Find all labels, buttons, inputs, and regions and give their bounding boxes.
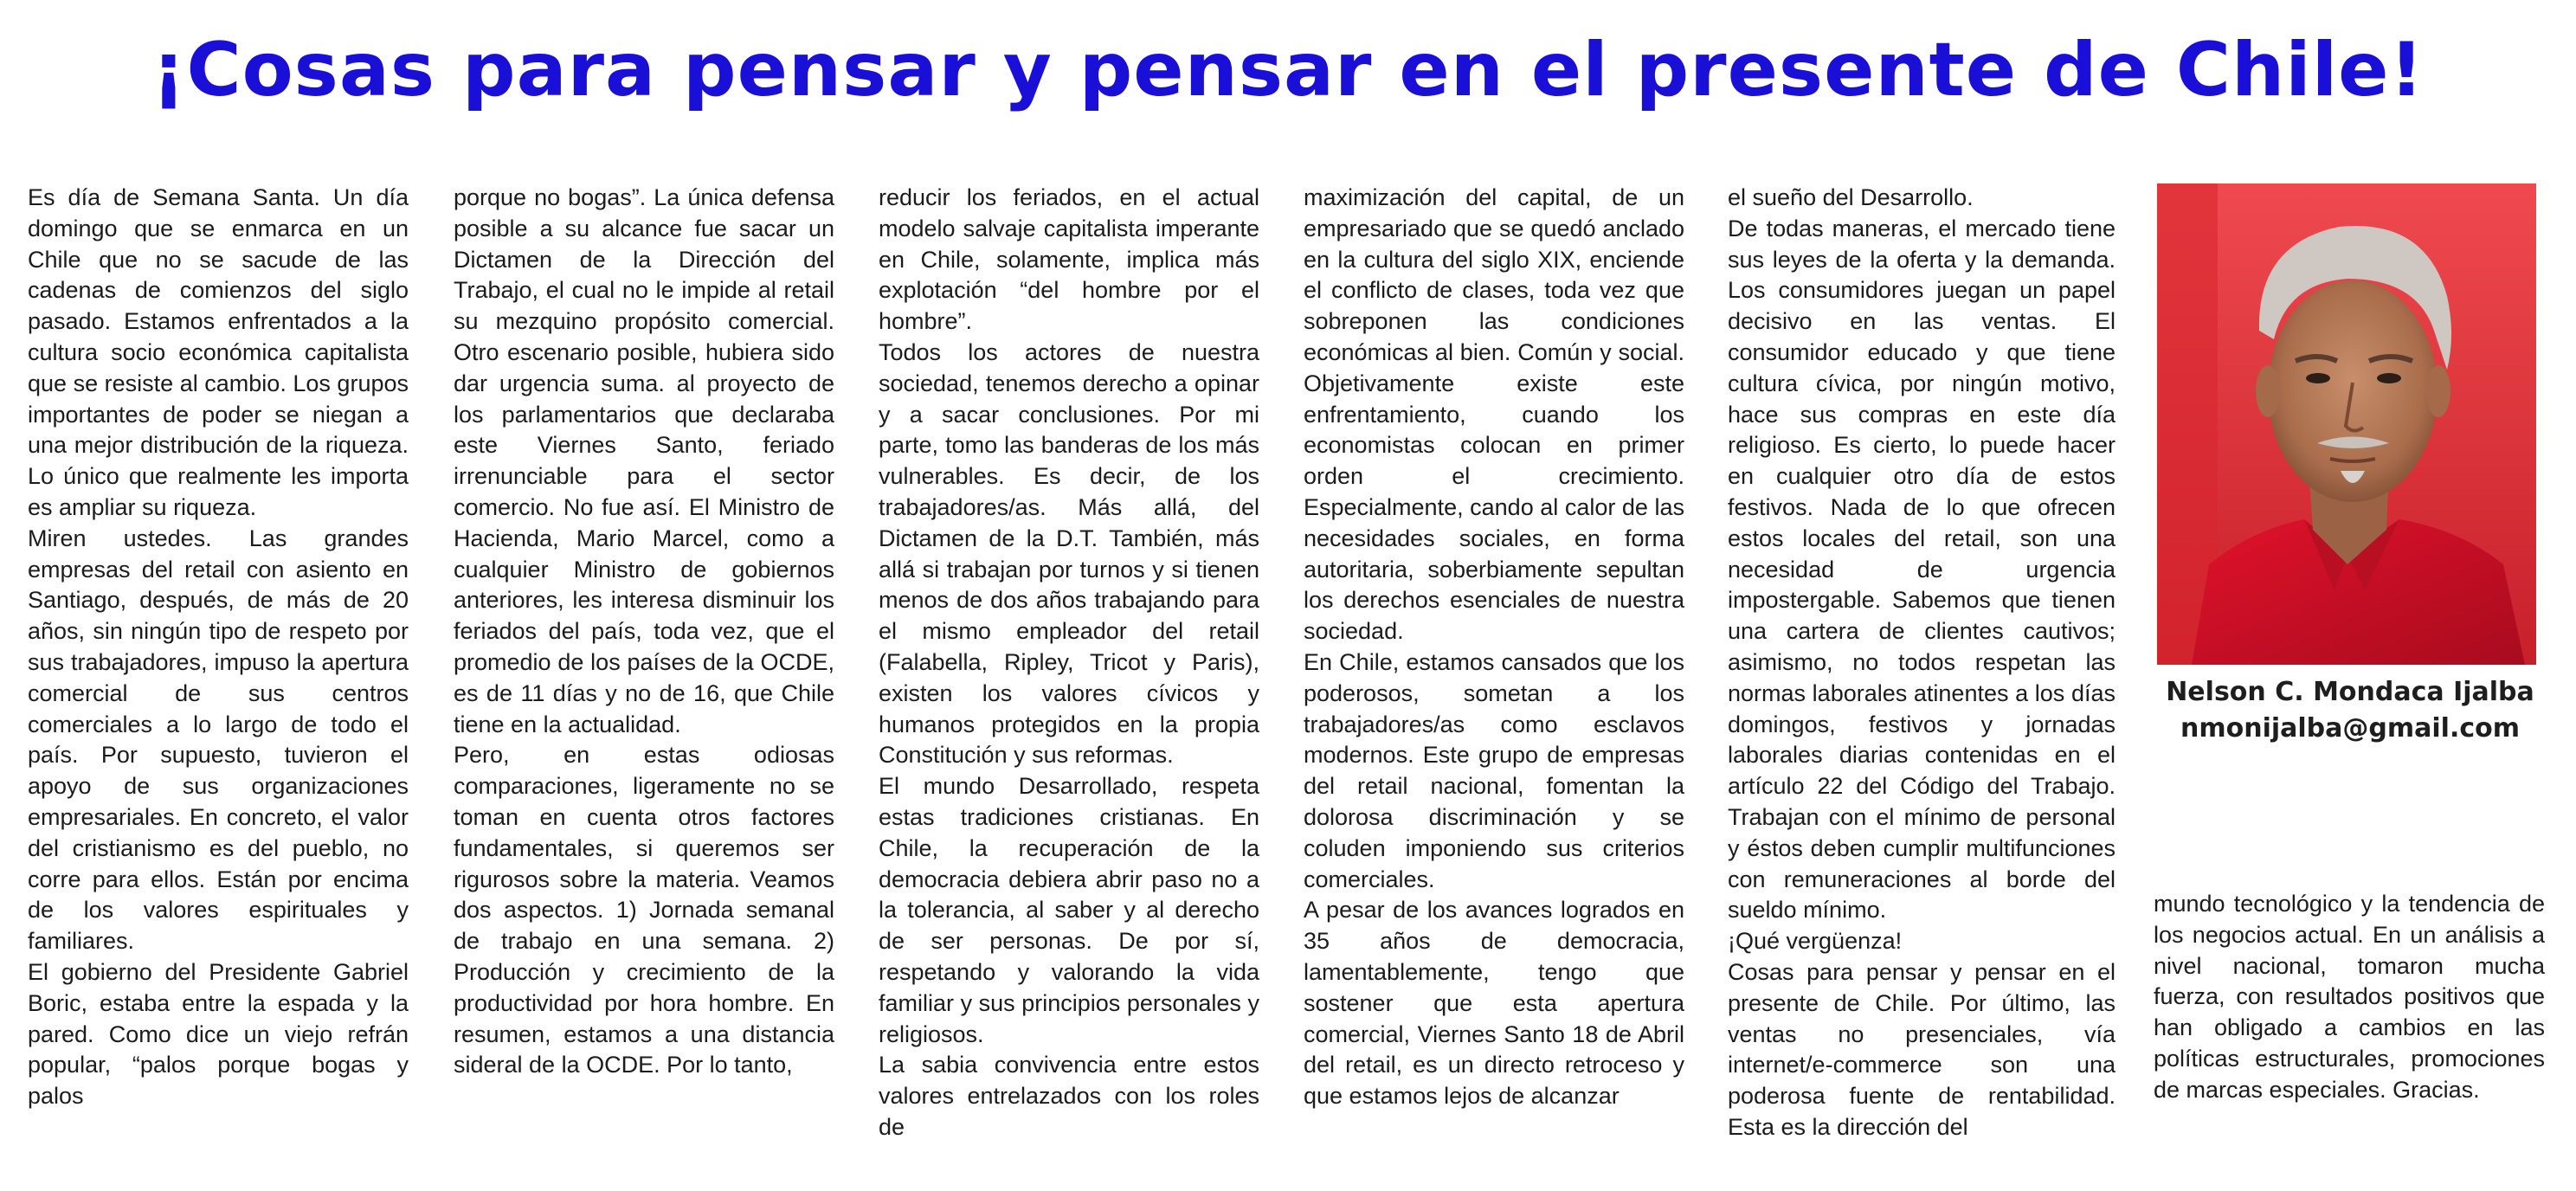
paragraph: maximización del capital, de un empresariado que se quedó anclado en la cultura del siglo XIX, enciende el conflicto de clases, toda vez que sobreponen las condiciones económicas al bien. Común y social. Objetivamente existe este enfrentamiento, cuando los economistas colocan en primer orden el crecimiento. Especialmente, cando al calor de las necesidades sociales, en forma autoritaria, soberbiamente sepultan los derechos esenciales de nuestra sociedad. xyxy=(1304,184,1684,645)
paragraph: Todos los actores de nuestra sociedad, tenemos derecho a opinar y a sacar conclusiones. Por mi parte, tomo las banderas de los más vulnerables. Es decir, de los trabajadores/as. Más allá, del Dictamen de la D.T. También, más allá si trabajan por turnos y si tienen menos de dos años trabajando para el mismo empleador del retail (Falabella, Ripley, Tricot y Paris), existen los valores cívicos y humanos protegidos en la propia Constitución y sus reformas. xyxy=(879,338,1259,769)
paragraph: La sabia convivencia entre estos valores entrelazados con los roles de xyxy=(879,1052,1259,1140)
paragraph: ¡Qué vergüenza! xyxy=(1728,928,1903,955)
paragraph: mundo tecnológico y la tendencia de los negocios actual. En un análisis a nivel nacional, tomaron mucha fuerza, con resultados positivos que han obligado a cambios en las políticas estructurales, promociones de marcas especiales. Gracias. xyxy=(2154,891,2545,1103)
article-column-6 xyxy=(2154,889,2545,1170)
paragraph: De todas maneras, el mercado tiene sus leyes de la oferta y la demanda. Los consumidores juegan un papel decisivo en las ventas. El consumidor educado y que tiene cultura cívica, por ningún motivo, hace sus compras en este día religioso. Es cierto, lo puede hacer en cualquier otro día de estos festivos. Nada de lo que ofrecen estos locales del retail, son una necesidad de urgencia impostergable. Sabemos que tienen una cartera de clientes cautivos; asimismo, no todos respetan las normas laborales atinentes a los días domingos, festivos y jornadas laborales diarias contenidas en el artículo 22 del Código del Trabajo. Trabajan con el mínimo de personal y éstos deben cumplir multifunciones con remuneraciones al borde del sueldo mínimo. xyxy=(1728,215,2116,924)
article-column-5 xyxy=(1728,183,2116,1169)
headline: ¡Cosas para pensar y pensar en el presente de Chile! xyxy=(151,27,2425,113)
paragraph: A pesar de los avances logrados en 35 años de democracia, lamentablemente, tengo que sostener que esta apertura comercial, Viernes Santo 18 de Abril del retail, es un directo retroceso y que estamos lejos de alcanzar xyxy=(1304,897,1684,1110)
paragraph: Pero, en estas odiosas comparaciones, ligeramente no se toman en cuenta otros factores fundamentales, si queremos ser rigurosos sobre la materia. Veamos dos aspectos. 1) Jornada semanal de trabajo en una semana. 2) Producción y crecimiento de la productividad por hora hombre. En resumen, estamos a una distancia sideral de la OCDE. Por lo tanto, xyxy=(454,742,834,1078)
article-column-2 xyxy=(454,183,834,1169)
article-column-4 xyxy=(1304,183,1684,1169)
paragraph: Miren ustedes. Las grandes empresas del retail con asiento en Santiago, después, de más de 20 años, sin ningún tipo de respeto por sus trabajadores, impuso la apertura comercial de sus centros comerciales a lo largo de todo el país. Por supuesto, tuvieron el apoyo de sus organizaciones empresariales. En concreto, el valor del cristianismo es del pueblo, no corre para ellos. Están por encima de los valores espirituales y familiares. xyxy=(28,525,409,955)
paragraph: el sueño del Desarrollo. xyxy=(1728,184,1974,210)
author-name: Nelson C. Mondaca Ijalba xyxy=(2166,677,2534,707)
paragraph: Es día de Semana Santa. Un día domingo que se enmarca en un Chile que no se sacude de las cadenas de comienzos del siglo pasado. Estamos enfrentados a la cultura socio económica capitalista que se resiste al cambio. Los grupos importantes de poder se niegan a una mejor distribución de la riqueza. Lo único que realmente les importa es ampliar su riqueza. xyxy=(28,184,409,520)
paragraph: En Chile, estamos cansados que los poderosos, sometan a los trabajadores/as como esclavos modernos. Este grupo de empresas del retail nacional, fomentan la dolorosa discriminación y se coluden imponiendo sus criterios comerciales. xyxy=(1304,648,1684,892)
author-email: nmonijalba@gmail.com xyxy=(2180,713,2520,744)
paragraph: Cosas para pensar y pensar en el presente de Chile. Por último, las ventas no presenciales, vía internet/e-commerce son una poderosa fuente de rentabilidad. Esta es la dirección del xyxy=(1728,958,2116,1140)
author-portrait-icon xyxy=(2157,183,2536,665)
paragraph: porque no bogas”. La única defensa posible a su alcance fue sacar un Dictamen de la Dirección del Trabajo, el cual no le impide al retail su mezquino propósito comercial. Otro escenario posible, hubiera sido dar urgencia suma. al proyecto de los parlamentarios que declaraba este Viernes Santo, feriado irrenunciable para el sector comercio. No fue así. El Ministro de Hacienda, Mario Marcel, como a cualquier Ministro de gobiernos anteriores, les interesa disminuir los feriados del país, toda vez, que el promedio de los países de la OCDE, es de 11 días y no de 16, que Chile tiene en la actualidad. xyxy=(454,184,834,737)
paragraph: reducir los feriados, en el actual modelo salvaje capitalista imperante en Chile, solamente, implica más explotación “del hombre por el hombre”. xyxy=(879,184,1259,335)
article-column-3 xyxy=(879,183,1259,1169)
paragraph: El gobierno del Presidente Gabriel Boric, estaba entre la espada y la pared. Como dice un viejo refrán popular, “palos porque bogas y palos xyxy=(28,958,409,1110)
paragraph: El mundo Desarrollado, respeta estas tradiciones cristianas. En Chile, la recuperación de la democracia debiera abrir paso no a la tolerancia, al saber y al derecho de ser personas. De por sí, respetando y valorando la vida familiar y sus principios personales y religiosos. xyxy=(879,773,1259,1047)
article-column-1 xyxy=(28,183,409,1169)
